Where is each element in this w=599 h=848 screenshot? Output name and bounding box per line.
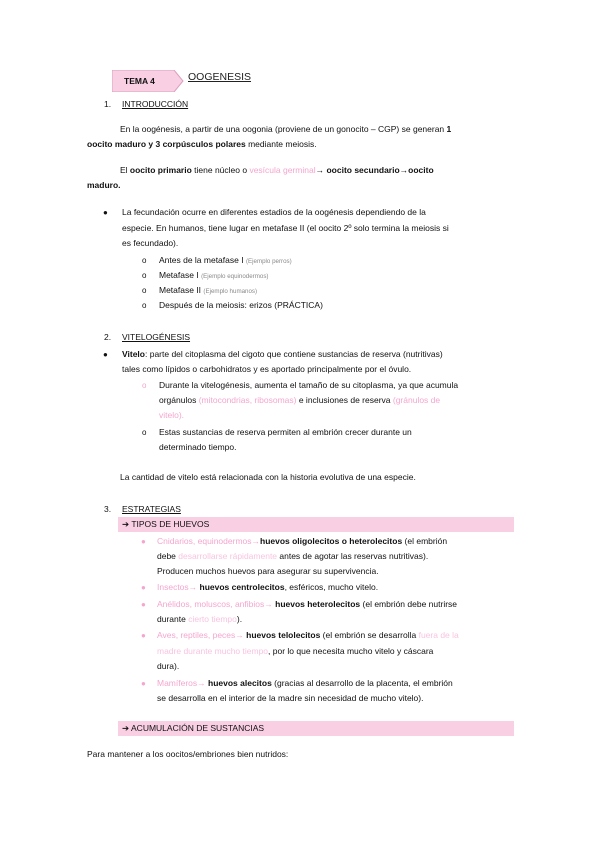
text-run: e inclusiones de reserva bbox=[296, 395, 393, 405]
paragraph-line: se desarrolla en el interior de la madre sin necesidad de mucho vitelo). bbox=[157, 693, 424, 703]
text-run: madre durante mucho tiempo bbox=[157, 646, 269, 656]
tema-label: TEMA 4 bbox=[124, 76, 155, 86]
text-run: Anélidos, moluscos, anfibios→ bbox=[157, 599, 276, 609]
bullet-icon: ● bbox=[141, 631, 146, 640]
section-heading: VITELOGÉNESIS bbox=[122, 332, 191, 342]
stage-note: (Ejemplo perros) bbox=[245, 258, 292, 265]
text-run: En la oogénesis, a partir de una oogonia (proviene de un gonocito – CGP) se generan bbox=[120, 124, 447, 134]
text-run: huevos oligolecitos o heterolecitos bbox=[260, 536, 403, 546]
paragraph-line: La fecundación ocurre en diferentes estadios de la oogénesis dependiendo de la bbox=[122, 207, 426, 217]
text-run: vesícula germinal bbox=[249, 165, 316, 175]
page-title: OOGENESIS bbox=[188, 71, 252, 83]
text-run: ). bbox=[236, 614, 243, 624]
text-run: Aves, reptiles, peces→ bbox=[157, 630, 247, 640]
section-number: 1. bbox=[104, 99, 112, 109]
text-run: Mamíferos→ bbox=[157, 678, 209, 688]
subheading-bar bbox=[118, 517, 514, 532]
paragraph-line: Producen muchos huevos para asegurar su supervivencia. bbox=[157, 566, 379, 576]
text-run: cierto tiempo bbox=[188, 614, 237, 624]
paragraph-line bbox=[157, 534, 447, 550]
circle-bullet-icon: o bbox=[142, 381, 147, 390]
text-run: desarrollarse rápidamente bbox=[178, 551, 278, 561]
circle-bullet-icon: o bbox=[142, 286, 147, 295]
subheading-bar bbox=[118, 721, 514, 736]
text-run: oocito secundario→oocito bbox=[326, 165, 434, 175]
text-run: → bbox=[315, 165, 327, 175]
paragraph-line: Durante la vitelogénesis, aumenta el tamaño de su citoplasma, ya que acumula bbox=[159, 380, 459, 390]
bullet-icon: ● bbox=[141, 537, 146, 546]
paragraph-line bbox=[120, 122, 451, 138]
bullet-icon: ● bbox=[141, 679, 146, 688]
text-run: durante bbox=[157, 614, 189, 624]
list-item bbox=[159, 298, 323, 314]
paragraph-line bbox=[87, 137, 317, 153]
paragraph-line: dura). bbox=[157, 661, 180, 671]
text-run: (el embrión bbox=[402, 536, 448, 546]
paragraph-line: Estas sustancias de reserva permiten al embrión crecer durante un bbox=[159, 427, 412, 437]
section-heading: INTRODUCCIÓN bbox=[122, 99, 189, 109]
paragraph-line bbox=[122, 347, 443, 363]
text-run: oocito primario bbox=[129, 165, 192, 175]
paragraph-line: maduro. bbox=[87, 180, 121, 190]
paragraph-line bbox=[157, 644, 433, 660]
section-number: 2. bbox=[104, 332, 112, 342]
paragraph-line bbox=[159, 393, 440, 409]
text-run: mediante meiosis. bbox=[245, 139, 317, 149]
text-run: oocito maduro y 3 corpúsculos polares bbox=[87, 139, 246, 149]
paragraph-line: especie. En humanos, tiene lugar en metafase II (el oocito 2º solo termina la meiosis si bbox=[122, 223, 449, 233]
text-run: (gránulos de bbox=[392, 395, 441, 405]
paragraph-line: La cantidad de vitelo está relacionada con la historia evolutiva de una especie. bbox=[120, 472, 416, 482]
text-run: debe bbox=[157, 551, 179, 561]
circle-bullet-icon: o bbox=[142, 256, 147, 265]
text-run: huevos telolecitos bbox=[246, 630, 321, 640]
paragraph-line bbox=[157, 612, 242, 628]
section-number: 3. bbox=[104, 504, 112, 514]
circle-bullet-icon: o bbox=[142, 301, 147, 310]
bullet-icon: ● bbox=[141, 600, 146, 609]
text-run: El bbox=[120, 165, 130, 175]
text-run: 1 bbox=[446, 124, 452, 134]
stage-label: Metafase II bbox=[159, 285, 204, 295]
paragraph-line: vitelo). bbox=[159, 410, 185, 420]
text-run: Insectos→ bbox=[157, 582, 200, 592]
circle-bullet-icon: o bbox=[142, 271, 147, 280]
paragraph-line bbox=[120, 163, 434, 179]
paragraph-line: es fecundado). bbox=[122, 238, 179, 248]
text-run: tiene núcleo o bbox=[191, 165, 250, 175]
text-run: (el embrión debe nutrirse bbox=[360, 599, 458, 609]
text-run: : parte del citoplasma del cigoto que contiene sustancias de reserva (nutritivas) bbox=[145, 349, 443, 359]
paragraph-line bbox=[157, 549, 428, 565]
text-run: (el embrión se desarrolla bbox=[320, 630, 419, 640]
stage-label: Antes de la metafase I bbox=[159, 255, 246, 265]
paragraph-line: Para mantener a los oocitos/embriones bien nutridos: bbox=[87, 749, 289, 759]
text-run: (gracias al desarrollo de la placenta, el embrión bbox=[271, 678, 453, 688]
text-run: (mitocondrias, ribosomas) bbox=[198, 395, 297, 405]
bullet-icon: ● bbox=[141, 583, 146, 592]
text-run: , por lo que necesita mucho vitelo y cáscara bbox=[268, 646, 434, 656]
text-run: fuera de la bbox=[418, 630, 459, 640]
bullet-icon: ● bbox=[103, 208, 108, 217]
paragraph-line bbox=[157, 628, 459, 644]
stage-note: (Ejemplo equinodermos) bbox=[201, 273, 269, 280]
paragraph-line bbox=[157, 676, 453, 692]
text-run: huevos alecitos bbox=[208, 678, 272, 688]
paragraph-line bbox=[157, 580, 378, 596]
stage-label: Metafase I bbox=[159, 270, 202, 280]
stage-label: Después de la meiosis: erizos (PRÁCTICA) bbox=[159, 300, 323, 310]
subheading-label: ➔ TIPOS DE HUEVOS bbox=[122, 519, 210, 529]
text-run: antes de agotar las reservas nutritivas). bbox=[277, 551, 429, 561]
stage-note: (Ejemplo humanos) bbox=[203, 288, 258, 295]
text-run: Cnidarios, equinodermos→ bbox=[157, 536, 260, 546]
paragraph-line: determinado tiempo. bbox=[159, 442, 237, 452]
paragraph-line bbox=[157, 597, 457, 613]
subheading-label: ➔ ACUMULACIÓN DE SUSTANCIAS bbox=[122, 723, 265, 733]
paragraph-line: tales como lípidos o carbohidratos y es aportado principalmente por el óvulo. bbox=[122, 364, 412, 374]
text-run: orgánulos bbox=[159, 395, 199, 405]
section-heading: ESTRATEGIAS bbox=[122, 504, 181, 514]
circle-bullet-icon: o bbox=[142, 428, 147, 437]
text-run: huevos centrolecitos bbox=[199, 582, 285, 592]
text-run: , esféricos, mucho vitelo. bbox=[284, 582, 379, 592]
text-run: huevos heterolecitos bbox=[275, 599, 361, 609]
bullet-icon: ● bbox=[103, 350, 108, 359]
text-run: Vitelo bbox=[122, 349, 145, 359]
